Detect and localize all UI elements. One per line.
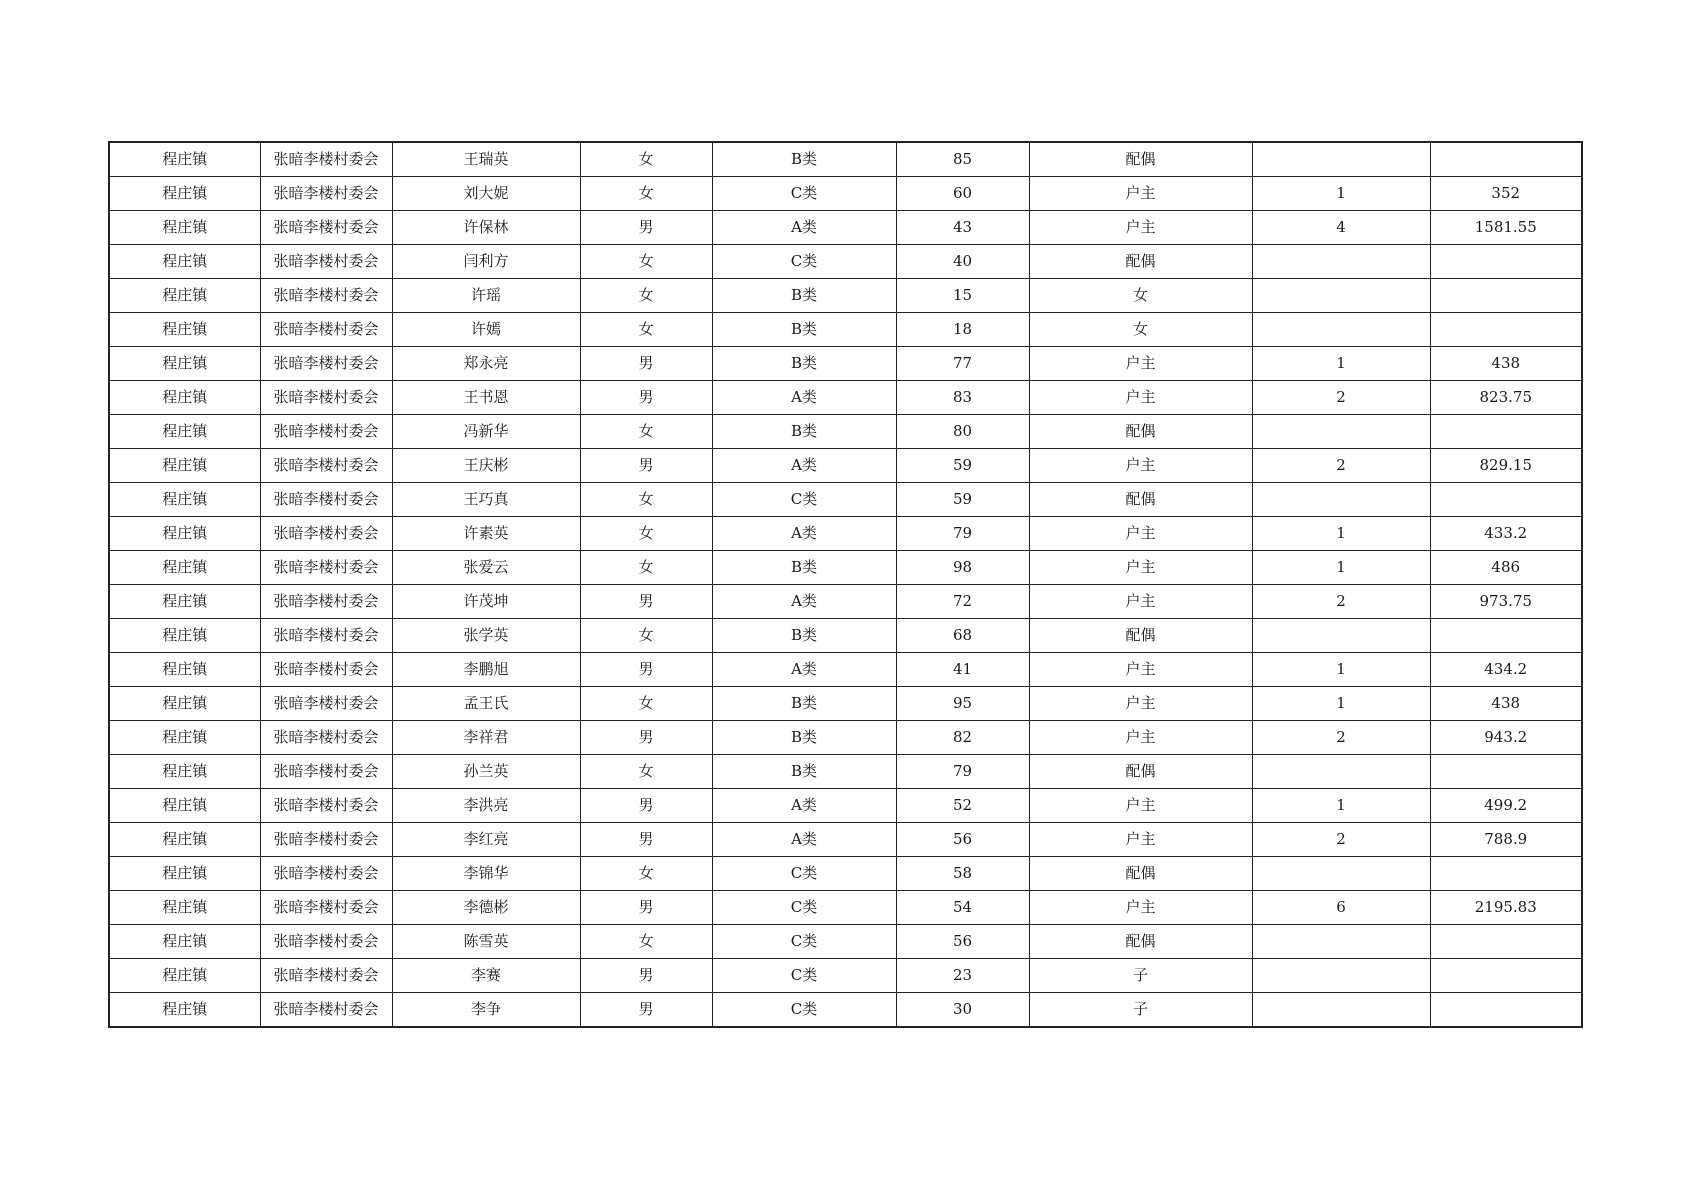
cell-age: 82	[896, 721, 1029, 755]
cell-gender: 女	[580, 619, 712, 653]
cell-relation: 户主	[1029, 823, 1252, 857]
cell-age: 54	[896, 891, 1029, 925]
cell-town: 程庄镇	[109, 483, 260, 517]
cell-household-size	[1252, 755, 1430, 789]
document-page	[108, 141, 1581, 1028]
cell-category: B类	[712, 415, 896, 449]
cell-village-committee: 张暗李楼村委会	[260, 585, 392, 619]
table-row	[109, 245, 1582, 279]
cell-town: 程庄镇	[109, 993, 260, 1028]
cell-relation: 配偶	[1029, 857, 1252, 891]
table-row	[109, 415, 1582, 449]
cell-relation: 户主	[1029, 653, 1252, 687]
cell-age: 83	[896, 381, 1029, 415]
cell-village-committee: 张暗李楼村委会	[260, 415, 392, 449]
cell-town: 程庄镇	[109, 211, 260, 245]
cell-amount	[1430, 279, 1582, 313]
cell-village-committee: 张暗李楼村委会	[260, 789, 392, 823]
cell-category: C类	[712, 483, 896, 517]
cell-gender: 男	[580, 823, 712, 857]
cell-household-size	[1252, 483, 1430, 517]
cell-age: 79	[896, 517, 1029, 551]
cell-gender: 男	[580, 959, 712, 993]
cell-amount	[1430, 142, 1582, 177]
cell-name: 郑永亮	[392, 347, 580, 381]
cell-name: 李锦华	[392, 857, 580, 891]
cell-village-committee: 张暗李楼村委会	[260, 687, 392, 721]
table-row	[109, 313, 1582, 347]
cell-household-size: 1	[1252, 347, 1430, 381]
cell-name: 许保林	[392, 211, 580, 245]
cell-relation: 配偶	[1029, 755, 1252, 789]
cell-age: 68	[896, 619, 1029, 653]
cell-name: 王庆彬	[392, 449, 580, 483]
cell-amount: 486	[1430, 551, 1582, 585]
cell-gender: 男	[580, 891, 712, 925]
cell-town: 程庄镇	[109, 789, 260, 823]
cell-relation: 配偶	[1029, 142, 1252, 177]
cell-name: 孙兰英	[392, 755, 580, 789]
cell-household-size: 6	[1252, 891, 1430, 925]
cell-household-size: 2	[1252, 449, 1430, 483]
cell-household-size	[1252, 959, 1430, 993]
cell-amount: 829.15	[1430, 449, 1582, 483]
cell-age: 43	[896, 211, 1029, 245]
cell-gender: 女	[580, 551, 712, 585]
cell-relation: 配偶	[1029, 483, 1252, 517]
cell-name: 闫利方	[392, 245, 580, 279]
table-row	[109, 823, 1582, 857]
cell-village-committee: 张暗李楼村委会	[260, 483, 392, 517]
cell-town: 程庄镇	[109, 381, 260, 415]
table-row	[109, 279, 1582, 313]
cell-category: A类	[712, 449, 896, 483]
cell-village-committee: 张暗李楼村委会	[260, 891, 392, 925]
cell-gender: 女	[580, 142, 712, 177]
table-row	[109, 142, 1582, 177]
cell-gender: 女	[580, 483, 712, 517]
cell-age: 23	[896, 959, 1029, 993]
cell-amount	[1430, 483, 1582, 517]
cell-amount	[1430, 755, 1582, 789]
cell-category: C类	[712, 245, 896, 279]
table-row	[109, 959, 1582, 993]
cell-category: A类	[712, 653, 896, 687]
cell-household-size: 2	[1252, 721, 1430, 755]
cell-gender: 男	[580, 381, 712, 415]
table-row	[109, 449, 1582, 483]
cell-village-committee: 张暗李楼村委会	[260, 517, 392, 551]
cell-town: 程庄镇	[109, 585, 260, 619]
cell-name: 李红亮	[392, 823, 580, 857]
cell-village-committee: 张暗李楼村委会	[260, 551, 392, 585]
cell-name: 王书恩	[392, 381, 580, 415]
cell-gender: 女	[580, 279, 712, 313]
cell-village-committee: 张暗李楼村委会	[260, 449, 392, 483]
table-row	[109, 483, 1582, 517]
cell-name: 许素英	[392, 517, 580, 551]
cell-amount: 434.2	[1430, 653, 1582, 687]
cell-age: 41	[896, 653, 1029, 687]
cell-name: 许嫣	[392, 313, 580, 347]
cell-household-size: 1	[1252, 517, 1430, 551]
cell-gender: 男	[580, 585, 712, 619]
cell-amount	[1430, 619, 1582, 653]
cell-name: 许瑶	[392, 279, 580, 313]
cell-gender: 男	[580, 721, 712, 755]
cell-town: 程庄镇	[109, 721, 260, 755]
cell-amount: 352	[1430, 177, 1582, 211]
cell-relation: 户主	[1029, 551, 1252, 585]
table-row	[109, 993, 1582, 1028]
cell-amount: 433.2	[1430, 517, 1582, 551]
cell-category: B类	[712, 313, 896, 347]
table-row	[109, 585, 1582, 619]
table-row	[109, 381, 1582, 415]
cell-household-size: 1	[1252, 551, 1430, 585]
cell-town: 程庄镇	[109, 619, 260, 653]
cell-village-committee: 张暗李楼村委会	[260, 177, 392, 211]
cell-relation: 户主	[1029, 891, 1252, 925]
cell-category: C类	[712, 959, 896, 993]
cell-relation: 户主	[1029, 687, 1252, 721]
cell-relation: 户主	[1029, 177, 1252, 211]
cell-category: B类	[712, 279, 896, 313]
cell-gender: 女	[580, 517, 712, 551]
cell-gender: 男	[580, 993, 712, 1028]
cell-category: A类	[712, 823, 896, 857]
cell-town: 程庄镇	[109, 755, 260, 789]
cell-amount: 1581.55	[1430, 211, 1582, 245]
cell-town: 程庄镇	[109, 925, 260, 959]
cell-age: 56	[896, 823, 1029, 857]
cell-village-committee: 张暗李楼村委会	[260, 993, 392, 1028]
cell-town: 程庄镇	[109, 653, 260, 687]
cell-category: A类	[712, 789, 896, 823]
cell-name: 李祥君	[392, 721, 580, 755]
cell-name: 陈雪英	[392, 925, 580, 959]
cell-village-committee: 张暗李楼村委会	[260, 653, 392, 687]
cell-name: 李德彬	[392, 891, 580, 925]
cell-town: 程庄镇	[109, 687, 260, 721]
cell-age: 52	[896, 789, 1029, 823]
cell-gender: 女	[580, 313, 712, 347]
cell-village-committee: 张暗李楼村委会	[260, 313, 392, 347]
cell-category: B类	[712, 551, 896, 585]
cell-gender: 女	[580, 755, 712, 789]
cell-category: C类	[712, 857, 896, 891]
cell-category: B类	[712, 755, 896, 789]
table-row	[109, 789, 1582, 823]
cell-relation: 户主	[1029, 721, 1252, 755]
table-row	[109, 517, 1582, 551]
table-row	[109, 755, 1582, 789]
cell-town: 程庄镇	[109, 279, 260, 313]
cell-household-size	[1252, 925, 1430, 959]
cell-name: 李鹏旭	[392, 653, 580, 687]
cell-age: 18	[896, 313, 1029, 347]
table-row	[109, 619, 1582, 653]
cell-town: 程庄镇	[109, 177, 260, 211]
cell-household-size: 1	[1252, 789, 1430, 823]
cell-age: 15	[896, 279, 1029, 313]
cell-gender: 男	[580, 653, 712, 687]
cell-category: C类	[712, 891, 896, 925]
cell-village-committee: 张暗李楼村委会	[260, 925, 392, 959]
cell-gender: 男	[580, 789, 712, 823]
cell-age: 79	[896, 755, 1029, 789]
cell-category: B类	[712, 619, 896, 653]
cell-household-size: 1	[1252, 687, 1430, 721]
cell-gender: 男	[580, 449, 712, 483]
table-row	[109, 721, 1582, 755]
cell-relation: 户主	[1029, 585, 1252, 619]
cell-household-size: 2	[1252, 381, 1430, 415]
cell-amount: 438	[1430, 687, 1582, 721]
cell-age: 77	[896, 347, 1029, 381]
cell-relation: 户主	[1029, 347, 1252, 381]
cell-relation: 配偶	[1029, 619, 1252, 653]
table-row	[109, 891, 1582, 925]
cell-town: 程庄镇	[109, 449, 260, 483]
cell-village-committee: 张暗李楼村委会	[260, 245, 392, 279]
cell-village-committee: 张暗李楼村委会	[260, 211, 392, 245]
cell-village-committee: 张暗李楼村委会	[260, 619, 392, 653]
cell-relation: 配偶	[1029, 415, 1252, 449]
cell-age: 58	[896, 857, 1029, 891]
cell-household-size: 2	[1252, 823, 1430, 857]
cell-gender: 女	[580, 415, 712, 449]
cell-gender: 女	[580, 687, 712, 721]
cell-relation: 户主	[1029, 517, 1252, 551]
cell-relation: 配偶	[1029, 245, 1252, 279]
cell-village-committee: 张暗李楼村委会	[260, 721, 392, 755]
cell-age: 60	[896, 177, 1029, 211]
cell-amount: 2195.83	[1430, 891, 1582, 925]
cell-relation: 配偶	[1029, 925, 1252, 959]
cell-village-committee: 张暗李楼村委会	[260, 959, 392, 993]
roster-table-body	[109, 142, 1582, 1027]
cell-amount	[1430, 245, 1582, 279]
table-row	[109, 551, 1582, 585]
cell-age: 56	[896, 925, 1029, 959]
cell-amount	[1430, 925, 1582, 959]
cell-gender: 女	[580, 177, 712, 211]
cell-amount	[1430, 857, 1582, 891]
cell-relation: 户主	[1029, 789, 1252, 823]
cell-town: 程庄镇	[109, 857, 260, 891]
cell-amount: 943.2	[1430, 721, 1582, 755]
cell-gender: 女	[580, 925, 712, 959]
cell-amount: 788.9	[1430, 823, 1582, 857]
cell-category: A类	[712, 585, 896, 619]
cell-category: A类	[712, 211, 896, 245]
table-row	[109, 653, 1582, 687]
cell-village-committee: 张暗李楼村委会	[260, 347, 392, 381]
cell-name: 刘大妮	[392, 177, 580, 211]
cell-amount: 438	[1430, 347, 1582, 381]
cell-age: 95	[896, 687, 1029, 721]
cell-household-size: 2	[1252, 585, 1430, 619]
cell-household-size: 1	[1252, 653, 1430, 687]
cell-amount	[1430, 313, 1582, 347]
cell-village-committee: 张暗李楼村委会	[260, 381, 392, 415]
cell-name: 张爱云	[392, 551, 580, 585]
cell-amount	[1430, 959, 1582, 993]
cell-name: 王瑞英	[392, 142, 580, 177]
cell-town: 程庄镇	[109, 313, 260, 347]
cell-town: 程庄镇	[109, 823, 260, 857]
cell-name: 冯新华	[392, 415, 580, 449]
cell-category: A类	[712, 381, 896, 415]
cell-relation: 子	[1029, 993, 1252, 1028]
cell-name: 孟王氏	[392, 687, 580, 721]
cell-category: B类	[712, 142, 896, 177]
cell-relation: 户主	[1029, 211, 1252, 245]
cell-household-size	[1252, 313, 1430, 347]
cell-amount: 973.75	[1430, 585, 1582, 619]
cell-category: A类	[712, 517, 896, 551]
cell-relation: 女	[1029, 313, 1252, 347]
cell-town: 程庄镇	[109, 347, 260, 381]
cell-town: 程庄镇	[109, 959, 260, 993]
cell-age: 72	[896, 585, 1029, 619]
cell-household-size: 4	[1252, 211, 1430, 245]
cell-relation: 女	[1029, 279, 1252, 313]
cell-age: 40	[896, 245, 1029, 279]
table-row	[109, 211, 1582, 245]
cell-gender: 女	[580, 857, 712, 891]
cell-relation: 户主	[1029, 381, 1252, 415]
cell-name: 李洪亮	[392, 789, 580, 823]
cell-category: B类	[712, 347, 896, 381]
cell-category: B类	[712, 687, 896, 721]
cell-relation: 子	[1029, 959, 1252, 993]
cell-category: C类	[712, 177, 896, 211]
cell-town: 程庄镇	[109, 415, 260, 449]
cell-gender: 女	[580, 245, 712, 279]
cell-age: 59	[896, 483, 1029, 517]
cell-household-size	[1252, 142, 1430, 177]
cell-age: 80	[896, 415, 1029, 449]
cell-category: B类	[712, 721, 896, 755]
cell-household-size	[1252, 245, 1430, 279]
cell-town: 程庄镇	[109, 245, 260, 279]
cell-age: 30	[896, 993, 1029, 1028]
table-row	[109, 347, 1582, 381]
table-row	[109, 687, 1582, 721]
cell-amount	[1430, 993, 1582, 1028]
cell-town: 程庄镇	[109, 142, 260, 177]
cell-village-committee: 张暗李楼村委会	[260, 857, 392, 891]
cell-town: 程庄镇	[109, 551, 260, 585]
cell-gender: 男	[580, 211, 712, 245]
cell-name: 许茂坤	[392, 585, 580, 619]
cell-gender: 男	[580, 347, 712, 381]
cell-household-size	[1252, 857, 1430, 891]
cell-household-size: 1	[1252, 177, 1430, 211]
cell-household-size	[1252, 993, 1430, 1028]
cell-household-size	[1252, 415, 1430, 449]
roster-table	[108, 141, 1583, 1028]
cell-name: 张学英	[392, 619, 580, 653]
cell-category: C类	[712, 993, 896, 1028]
cell-age: 85	[896, 142, 1029, 177]
cell-town: 程庄镇	[109, 517, 260, 551]
cell-amount	[1430, 415, 1582, 449]
cell-village-committee: 张暗李楼村委会	[260, 279, 392, 313]
table-row	[109, 857, 1582, 891]
cell-village-committee: 张暗李楼村委会	[260, 755, 392, 789]
table-row	[109, 177, 1582, 211]
cell-category: C类	[712, 925, 896, 959]
cell-amount: 823.75	[1430, 381, 1582, 415]
cell-town: 程庄镇	[109, 891, 260, 925]
cell-household-size	[1252, 619, 1430, 653]
cell-relation: 户主	[1029, 449, 1252, 483]
cell-household-size	[1252, 279, 1430, 313]
cell-village-committee: 张暗李楼村委会	[260, 142, 392, 177]
cell-age: 59	[896, 449, 1029, 483]
cell-age: 98	[896, 551, 1029, 585]
cell-amount: 499.2	[1430, 789, 1582, 823]
cell-name: 李争	[392, 993, 580, 1028]
table-row	[109, 925, 1582, 959]
cell-name: 李赛	[392, 959, 580, 993]
cell-name: 王巧真	[392, 483, 580, 517]
cell-village-committee: 张暗李楼村委会	[260, 823, 392, 857]
